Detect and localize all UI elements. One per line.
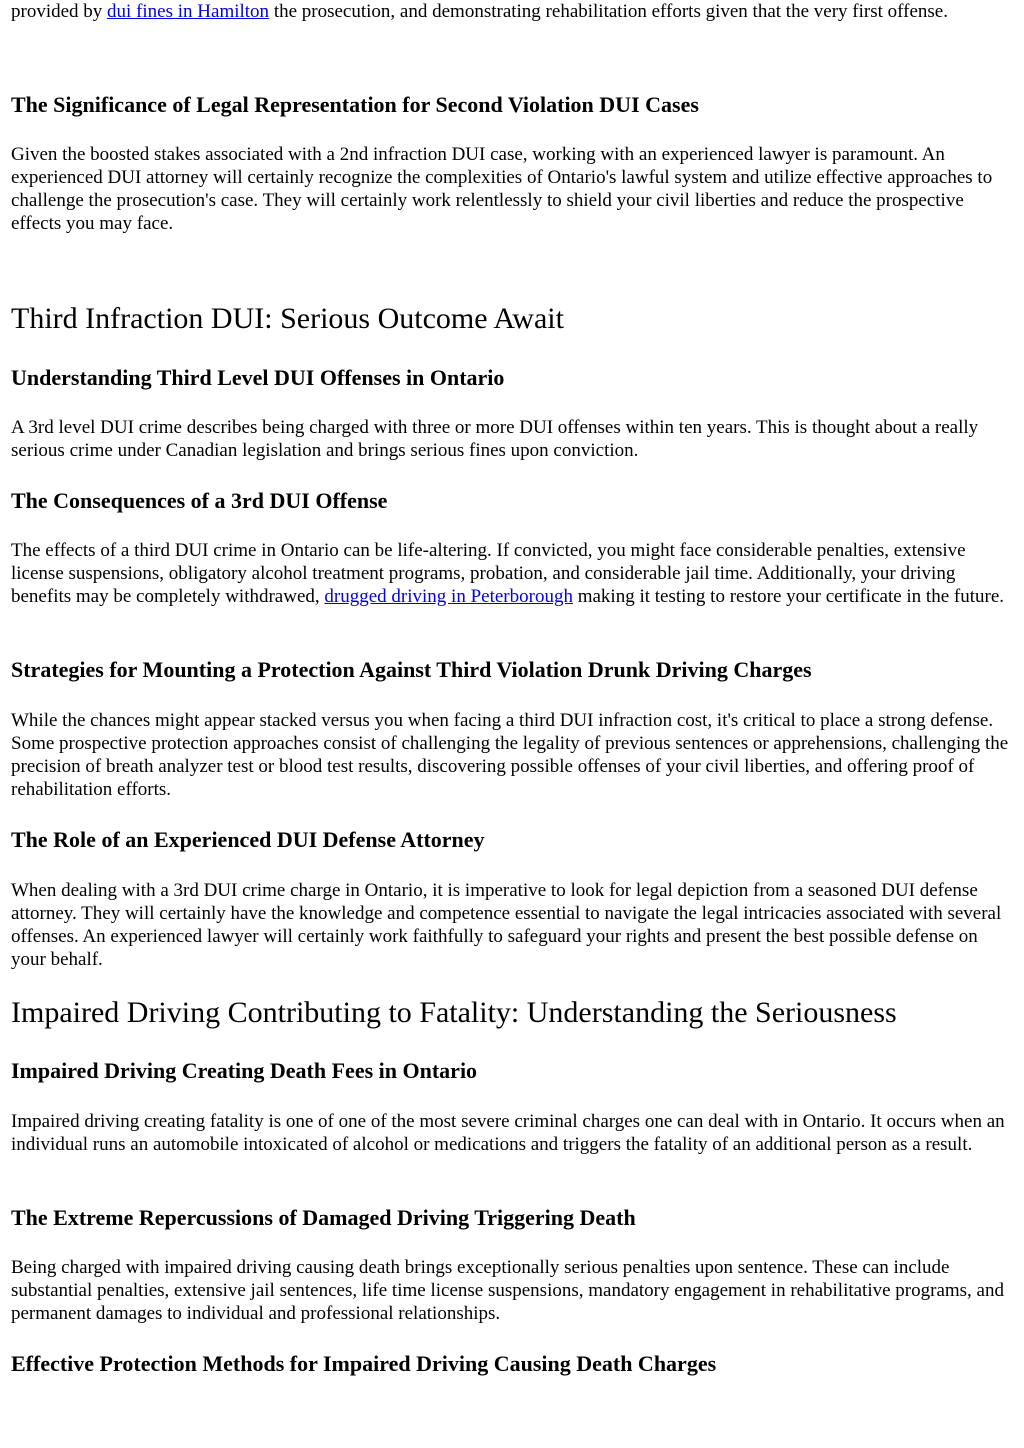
- strategies-paragraph: While the chances might appear stacked versus you when facing a third DUI infraction cost, it's critical to place a strong defense. Some prospective protection approaches consist of challenging the legality of previous sentences or apprehensions, challenging the precision of breath analyzer test or blood test results, discovering possible offenses of your civil liberties, and offering proof of rehabilitation efforts.: [11, 710, 1009, 800]
- attorney-role-heading: The Role of an Experienced DUI Defense Attorney: [11, 827, 485, 852]
- strategies-heading: Strategies for Mounting a Protection Against Third Violation Drunk Driving Charges: [11, 657, 812, 682]
- attorney-role-paragraph: When dealing with a 3rd DUI crime charge in Ontario, it is imperative to look for legal depiction from a seasoned DUI defense attorney. They will certainly have the knowledge and competence essential to navigate the legal intricacies associated with several offenses. An experienced lawyer will certainly work faithfully to safeguard your rights and present the best possible defense on your behalf.: [11, 880, 1002, 970]
- consequences-text-after: making it testing to restore your certificate in the future.: [572, 586, 1005, 607]
- protection-methods-heading: Effective Protection Methods for Impaired Driving Causing Death Charges: [11, 1351, 717, 1376]
- consequences-text-before: The effects of a third DUI crime in Ontario can be life-altering. If convicted, you might face considerable penalties, extensive license suspensions, obligatory alcohol treatment programs, probation, and considerable jail time. Additionally, your driving benefits may be completely withdrawed,: [11, 540, 966, 607]
- intro-text-after: the prosecution, and demonstrating rehabilitation efforts given that the very first offense.: [269, 1, 948, 22]
- fatality-title: Impaired Driving Contributing to Fatality: Understanding the Seriousness: [11, 996, 897, 1029]
- repercussions-paragraph: Being charged with impaired driving causing death brings exceptionally serious penalties upon sentence. These can include substantial penalties, extensive jail sentences, life time license suspensions, mandatory engagement in rehabilitative programs, and permanent damages to individual and professional relationships.: [11, 1257, 1004, 1324]
- second-representation-paragraph: Given the boosted stakes associated with a 2nd infraction DUI case, working with an experienced lawyer is paramount. An experienced DUI attorney will certainly recognize the complexities of Ontario's lawful system and utilize effective approaches to challenge the prosecution's case. They will certainly work relentlessly to shield your civil liberties and reduce the prospective effects you may face.: [11, 144, 993, 234]
- dui-fines-hamilton-link[interactable]: dui fines in Hamilton: [107, 1, 270, 22]
- death-charges-heading: Impaired Driving Creating Death Fees in Ontario: [11, 1058, 478, 1083]
- understanding-third-paragraph: A 3rd level DUI crime describes being charged with three or more DUI offenses within ten years. This is thought about a really serious crime under Canadian legislation and brings serious fines upon conviction.: [11, 417, 979, 461]
- understanding-third-heading: Understanding Third Level DUI Offenses in Ontario: [11, 365, 505, 390]
- intro-text-before: provided by: [11, 1, 108, 22]
- death-charges-paragraph: Impaired driving creating fatality is one of one of the most severe criminal charges one can deal with in Ontario. It occurs when an individual runs an automobile intoxicated of alcohol or medications and triggers the fatality of an additional person as a result.: [11, 1111, 1005, 1155]
- consequences-paragraph: [11, 539, 1015, 608]
- repercussions-heading: The Extreme Repercussions of Damaged Driving Triggering Death: [11, 1205, 636, 1230]
- consequences-heading: The Consequences of a 3rd DUI Offense: [11, 488, 388, 513]
- second-representation-heading: The Significance of Legal Representation for Second Violation DUI Cases: [11, 92, 699, 117]
- intro-paragraph: [11, 0, 1015, 23]
- drugged-driving-peterborough-link[interactable]: drugged driving in Peterborough: [324, 586, 573, 607]
- third-infraction-title: Third Infraction DUI: Serious Outcome Await: [11, 302, 564, 335]
